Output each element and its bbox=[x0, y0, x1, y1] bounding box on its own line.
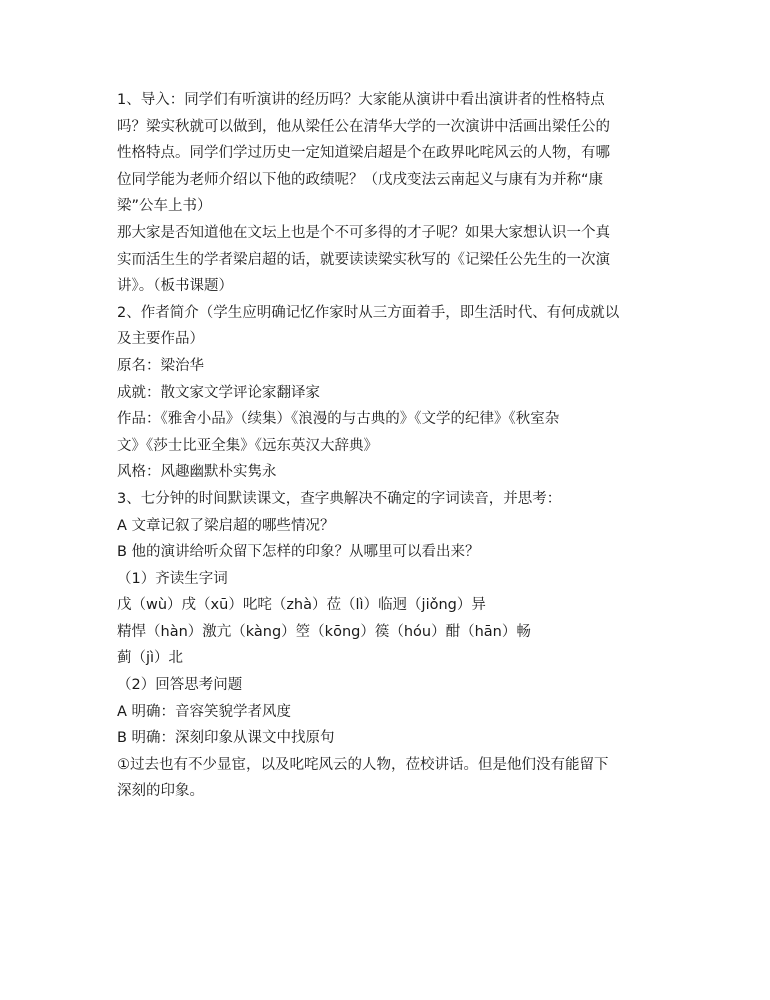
text-line: 位同学能为老师介绍以下他的政绩呢？（戊戌变法云南起义与康有为并称“康 bbox=[117, 171, 604, 188]
text-line: 深刻的印象。 bbox=[117, 783, 204, 800]
text-line: （2）回答思考问题 bbox=[117, 677, 243, 694]
text-line: B 他的演讲给听众留下怎样的印象？从哪里可以看出来？ bbox=[117, 544, 480, 561]
text-line: 梁”公车上书） bbox=[117, 198, 212, 215]
text-line: 原名：梁治华 bbox=[117, 357, 204, 374]
text-line: A 文章记叙了梁启超的哪些情况？ bbox=[117, 517, 335, 534]
text-line: B 明确：深刻印象从课文中找原句 bbox=[117, 730, 335, 747]
text-line: 性格特点。同学们学过历史一定知道梁启超是个在政界叱咤风云的人物，有哪 bbox=[117, 145, 610, 162]
text-line: 及主要作品） bbox=[117, 331, 204, 348]
text-line: 2、作者简介（学生应明确记忆作家时从三方面着手，即生活时代、有何成就以 bbox=[117, 304, 620, 321]
text-line: 3、七分钟的时间默读课文，查字典解决不确定的字词读音，并思考： bbox=[117, 490, 562, 507]
text-line: 那大家是否知道他在文坛上也是个不可多得的才子呢？如果大家想认识一个真 bbox=[117, 224, 610, 241]
text-line: 讲》。（板书课题） bbox=[117, 278, 233, 295]
text-line: A 明确：音容笑貌学者风度 bbox=[117, 703, 292, 720]
text-line: （1）齐读生字词 bbox=[117, 570, 228, 587]
text-line: 精悍（hàn）激亢（kàng）箜（kōng）篌（hóu）酣（hān）畅 bbox=[117, 623, 531, 640]
text-line: 蓟（jì）北 bbox=[117, 650, 184, 667]
text-line: 吗？梁实秋就可以做到，他从梁任公在清华大学的一次演讲中活画出梁任公的 bbox=[117, 118, 610, 135]
text-line: 风格：风趣幽默朴实隽永 bbox=[117, 464, 277, 481]
text-line: 戊（wù）戌（xū）叱咤（zhà）莅（lì）临迥（jiǒng）异 bbox=[117, 597, 486, 614]
text-line: ①过去也有不少显宦，以及叱咤风云的人物，莅校讲话。但是他们没有能留下 bbox=[117, 756, 609, 773]
text-line: 文》《莎士比亚全集》《远东英汉大辞典》 bbox=[117, 437, 378, 454]
document-page bbox=[117, 87, 657, 805]
text-line: 实而活生生的学者梁启超的话，就要读读梁实秋写的《记梁任公先生的一次演 bbox=[117, 251, 610, 268]
text-line: 作品：《雅舍小品》（续集）《浪漫的与古典的》《文学的纪律》《秋室杂 bbox=[117, 411, 560, 428]
text-line: 成就：散文家文学评论家翻译家 bbox=[117, 384, 320, 401]
text-line: 1、导入：同学们有听演讲的经历吗？大家能从演讲中看出演讲者的性格特点 bbox=[117, 92, 605, 108]
